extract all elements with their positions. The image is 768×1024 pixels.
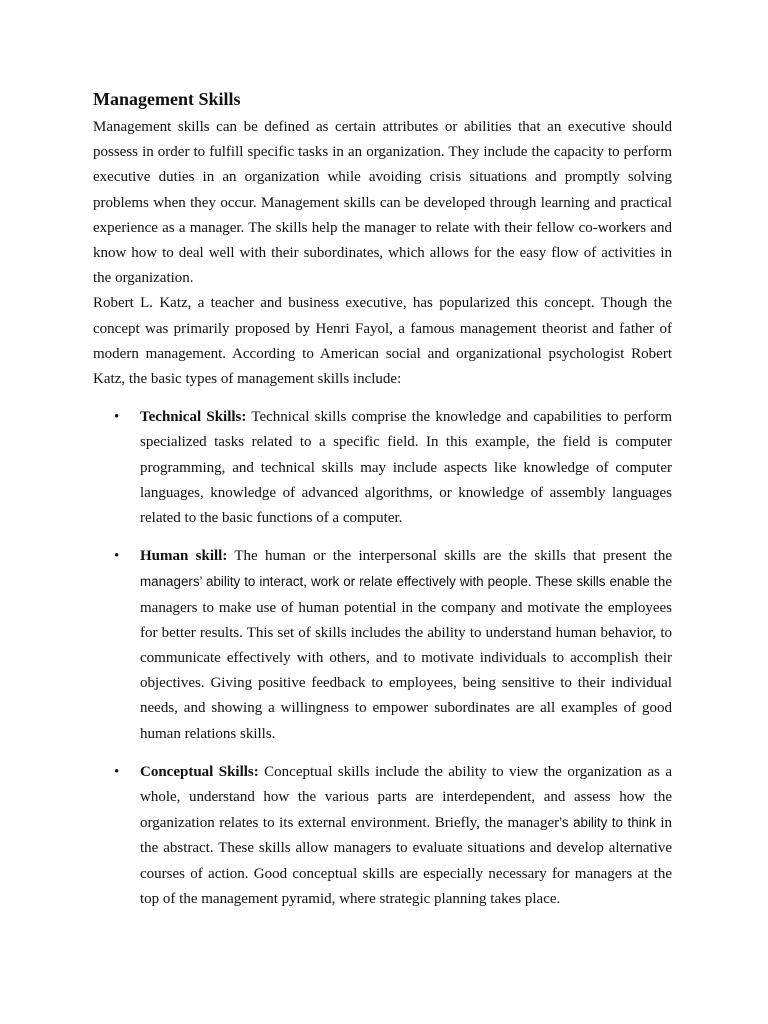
skill-item-human <box>93 544 672 747</box>
skill-item-conceptual <box>93 760 672 912</box>
skill-body-start: The human or the interpersonal skills are the skills that present the <box>234 548 672 565</box>
katz-paragraph: Robert L. Katz, a teacher and business executive, has popularized this concept. Though the concept was primarily proposed by Henri Fayol, a famous management theorist and father of modern management. According to American social and organizational psychologist Robert Katz, the basic types of management skills include: <box>93 295 672 388</box>
bullet-icon: • <box>114 548 120 565</box>
skill-name: Human skill: <box>140 548 228 565</box>
skill-description <box>140 544 672 747</box>
skill-description <box>140 405 672 531</box>
bullet-icon: • <box>114 409 120 426</box>
skills-list <box>93 405 672 912</box>
skill-body: Technical skills comprise the knowledge and capabilities to perform specialized tasks related to a specific field. In this example, the field is computer programming, and technical skills may include aspects like knowledge of computer languages, knowledge of advanced algorithms, or knowledge of assembly languages related to the basic functions of a computer. <box>140 409 673 527</box>
intro-paragraph: Management skills can be defined as certain attributes or abilities that an executive should possess in order to fulfill specific tasks in an organization. They include the capacity to perform executive duties in an organization while avoiding crisis situations and promptly solving problems when they occur. Management skills can be developed through learning and practical experience as a manager. The skills help the manager to relate with their fellow co-workers and know how to deal well with their subordinates, which allows for the easy flow of activities in the organization. <box>93 119 672 287</box>
skill-body-sans: managers’ ability to interact, work or relate effectively with people. These skills enable <box>140 574 650 590</box>
skill-name: Technical Skills: <box>140 409 247 426</box>
bullet-icon: • <box>114 763 120 780</box>
document-title: Management Skills <box>93 89 241 109</box>
skill-description <box>140 760 672 912</box>
skill-body-end: in the abstract. These skills allow managers to evaluate situations and develop alternative courses of action. Good conceptual skills are especially necessary for managers at the top of the management pyramid, where strategic planning takes place. <box>140 815 672 907</box>
skill-body-sans: ’s ability to think <box>559 815 656 831</box>
skill-body-start: Conceptual skills include the ability to view the organization as a whole, understand how the various parts are interdependent, and assess how the organization relates to its external environment. Briefly, the manager <box>140 763 673 832</box>
skill-item-technical <box>93 405 672 531</box>
skill-name: Conceptual Skills: <box>140 763 259 780</box>
skill-body-end: the managers to make use of human potential in the company and motivate the employees for better results. This set of skills includes the ability to understand human behavior, to communicate effectively with others, and to motivate individuals to accomplish their objectives. Giving positive feedback to employees, being sensitive to their individual needs, and showing a willingness to empower subordinates are all examples of good human relations skills. <box>140 574 673 742</box>
